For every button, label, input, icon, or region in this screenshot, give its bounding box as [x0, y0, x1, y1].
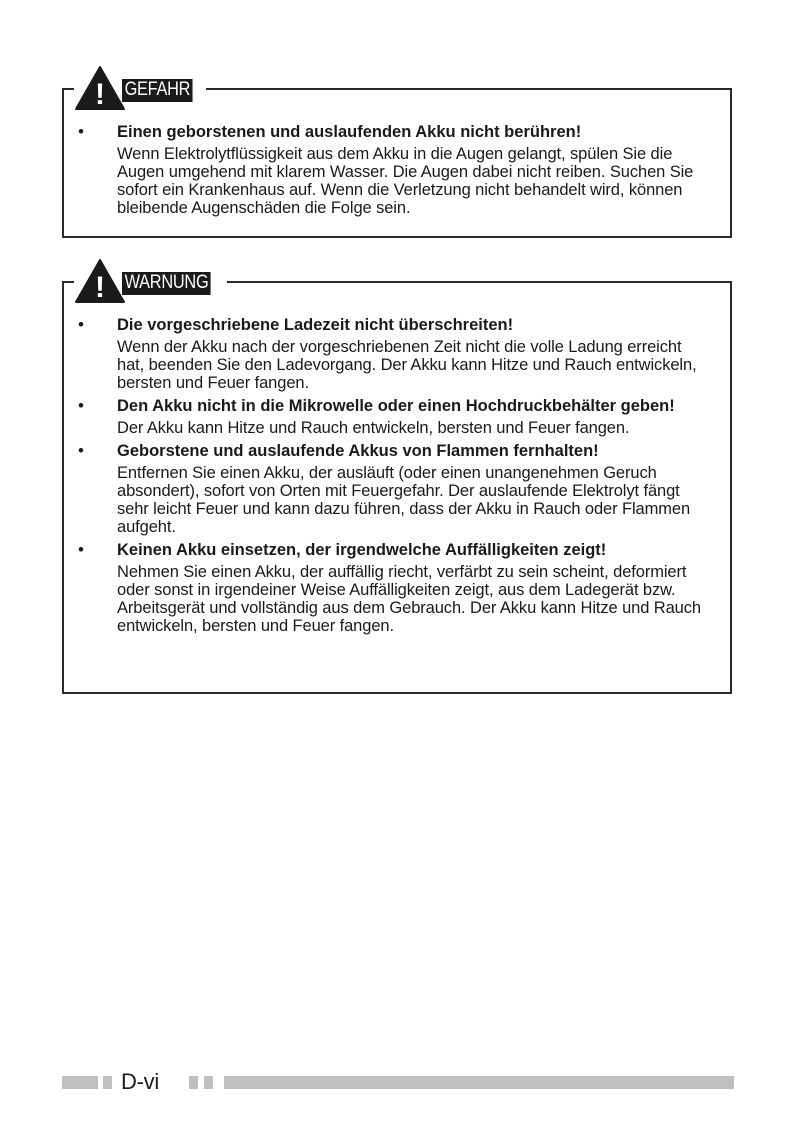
bullet: • — [78, 315, 84, 334]
danger-box — [62, 78, 732, 238]
list-item — [64, 541, 730, 635]
danger-label: GEFAHR — [122, 79, 193, 102]
warning-item-list — [64, 316, 730, 640]
warning-box — [62, 271, 732, 694]
list-item — [64, 123, 730, 217]
item-body: Der Akku kann Hitze und Rauch entwickeln, bersten und Feuer fangen. — [117, 419, 630, 437]
danger-item-list — [64, 123, 730, 222]
item-heading: Keinen Akku einsetzen, der irgendwelche Auffälligkeiten zeigt! — [117, 541, 607, 559]
warning-triangle-icon — [74, 65, 126, 111]
footer-bar-decor — [224, 1076, 734, 1089]
footer-bar-decor — [62, 1076, 98, 1089]
item-heading: Die vorgeschriebene Ladezeit nicht überschreiten! — [117, 316, 514, 334]
footer-bar-decor — [189, 1076, 198, 1089]
item-body: Wenn der Akku nach der vorgeschriebenen Zeit nicht die volle Ladung erreicht hat, beenden Sie den Ladevorgang. Der Akku kann Hitze und Rauch entwickeln, bersten und Feuer fangen. — [117, 338, 697, 392]
footer-bar-decor — [204, 1076, 213, 1089]
item-body: Nehmen Sie einen Akku, der auffällig riecht, verfärbt zu sein scheint, deformiert oder sonst in irgendeiner Weise Auffälligkeiten zeigt, aus dem Ladegerät bzw. Arbeitsgerät und vollständig aus dem Gebrauch. Der Akku kann Hitze und Rauch entwickeln, bersten und Feuer fangen. — [117, 563, 701, 635]
warning-triangle-icon-glyph: ! — [95, 78, 105, 111]
list-item — [64, 397, 730, 437]
danger-label-tag — [74, 65, 206, 111]
list-item — [64, 442, 730, 536]
bullet: • — [78, 396, 84, 415]
warning-label: WARNUNG — [122, 272, 211, 295]
footer-bar-decor — [103, 1076, 112, 1089]
item-heading: Geborstene und auslaufende Akkus von Flammen fernhalten! — [117, 442, 599, 460]
warning-label-tag — [74, 258, 227, 304]
item-body: Entfernen Sie einen Akku, der ausläuft (oder einen unangenehmen Geruch absondert), sofort von Orten mit Feuergefahr. Der auslaufende Elektrolyt fängt sehr leicht Feuer und kann dazu führen, dass der Akku in Rauch oder Flammen aufgeht. — [117, 464, 691, 536]
bullet: • — [78, 122, 84, 141]
item-body: Wenn Elektrolytflüssigkeit aus dem Akku in die Augen gelangt, spülen Sie die Augen umgehend mit klarem Wasser. Die Augen dabei nicht reiben. Suchen Sie sofort ein Krankenhaus auf. Wenn die Verletzung nicht behandelt wird, können bleibende Augenschäden die Folge sein. — [117, 145, 694, 217]
bullet: • — [78, 441, 84, 460]
warning-triangle-icon-glyph: ! — [95, 271, 105, 304]
page-footer — [62, 1069, 734, 1094]
item-heading: Den Akku nicht in die Mikrowelle oder einen Hochdruckbehälter geben! — [117, 397, 675, 415]
item-heading: Einen geborstenen und auslaufenden Akku nicht berühren! — [117, 123, 582, 141]
bullet: • — [78, 540, 84, 559]
list-item — [64, 316, 730, 392]
warning-triangle-icon — [74, 258, 126, 304]
page-number: D-vi — [121, 1069, 159, 1094]
